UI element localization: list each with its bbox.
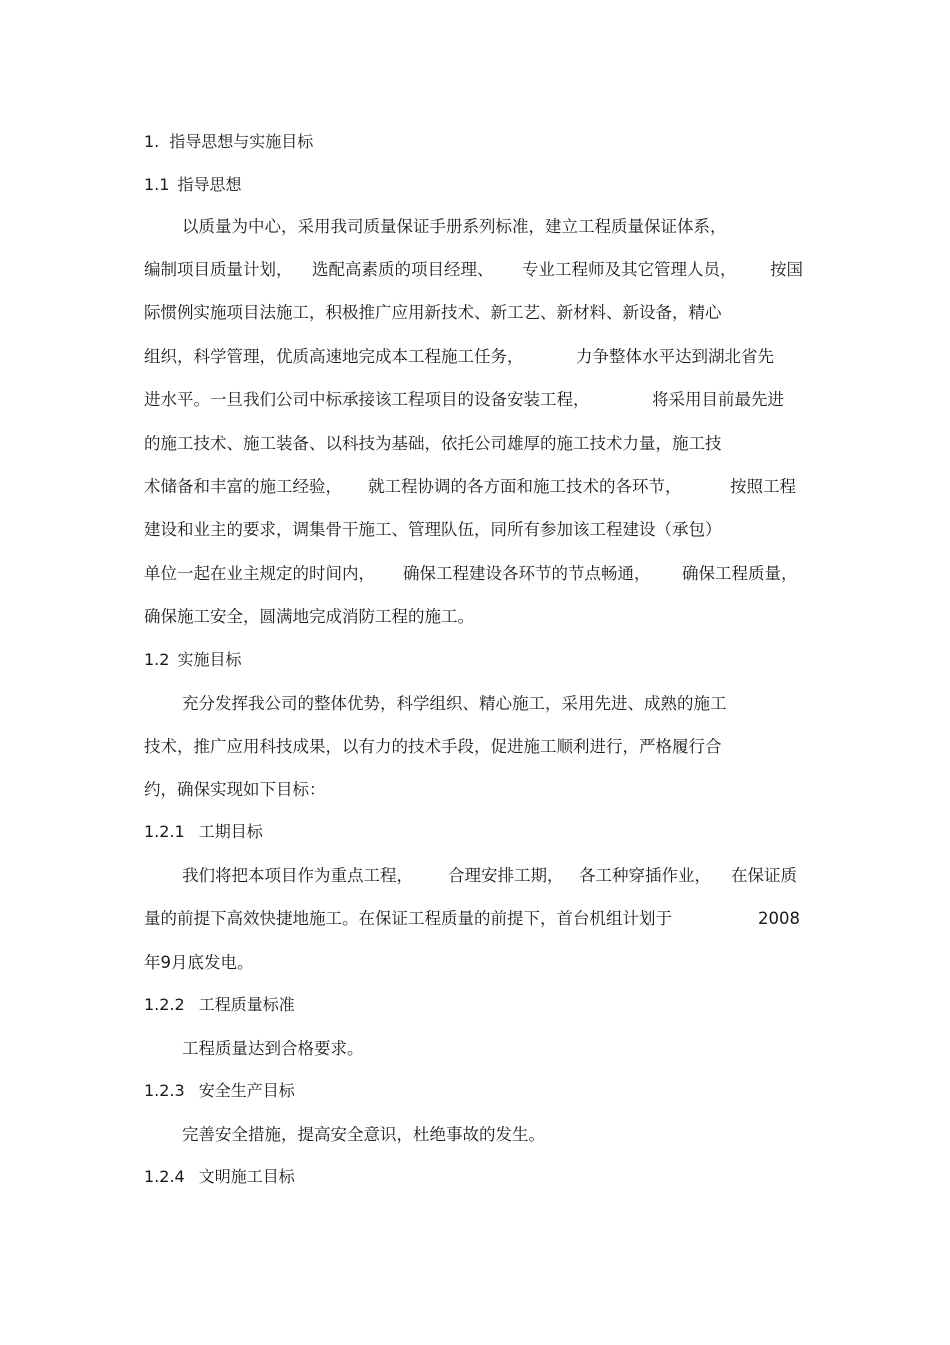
text-segment: 2008 — [758, 909, 800, 928]
text-segment: 以质量为中心，采用我司质量保证手册系列标准，建立工程质量保证体系， — [182, 217, 727, 236]
section-heading-1-2-3 — [144, 1080, 295, 1102]
paragraph-safety-goal — [182, 1123, 545, 1147]
paragraph-quality-standard — [182, 1037, 364, 1061]
text-segment: 术储备和丰富的施工经验， — [144, 477, 342, 496]
section-title: 指导思想与实施目标 — [169, 132, 314, 151]
text-segment: 按照工程 — [730, 477, 796, 496]
text-segment: 确保施工安全，圆满地完成消防工程的施工。 — [144, 607, 474, 626]
text-segment: 按国 — [770, 260, 803, 279]
section-number: 1.2.3 — [144, 1081, 185, 1100]
text-segment: 专业工程师及其它管理人员， — [522, 260, 737, 279]
section-heading-1-2 — [144, 649, 241, 671]
section-title: 指导思想 — [177, 175, 242, 194]
section-heading-1 — [144, 131, 313, 153]
section-title: 文明施工目标 — [198, 1167, 295, 1186]
text-segment: 在保证质 — [731, 866, 797, 885]
section-number: 1.2.1 — [144, 822, 185, 841]
text-segment: 力争整体水平达到湖北省先 — [576, 347, 774, 366]
text-segment: 单位一起在业主规定的时间内， — [144, 564, 375, 583]
text-segment: 年9月底发电。 — [144, 953, 254, 972]
section-heading-1-1 — [144, 174, 241, 196]
text-segment: 我们将把本项目作为重点工程， — [182, 866, 413, 885]
text-segment: 编制项目质量计划， — [144, 260, 293, 279]
text-segment: 建设和业主的要求，调集骨干施工、管理队伍，同所有参加该工程建设（承包） — [144, 520, 722, 539]
text-segment: 选配高素质的项目经理、 — [312, 260, 494, 279]
paragraph-line — [144, 301, 722, 325]
text-segment: 工程质量达到合格要求。 — [182, 1039, 364, 1058]
text-segment: 确保工程建设各环节的节点畅通， — [403, 564, 651, 583]
section-number: 1.2.2 — [144, 995, 185, 1014]
text-segment: 充分发挥我公司的整体优势，科学组织、精心施工，采用先进、成熟的施工 — [182, 694, 727, 713]
text-segment: 各工种穿插作业， — [579, 866, 711, 885]
text-segment: 技术，推广应用科技成果，以有力的技术手段，促进施工顺利进行，严格履行合 — [144, 737, 722, 756]
section-heading-1-2-1 — [144, 821, 263, 843]
text-segment: 完善安全措施，提高安全意识，杜绝事故的发生。 — [182, 1125, 545, 1144]
paragraph-line — [144, 518, 722, 542]
paragraph-line — [144, 605, 474, 629]
section-title: 工期目标 — [198, 822, 263, 841]
section-number: 1.1 — [144, 175, 170, 194]
text-segment: 量的前提下高效快捷地施工。在保证工程质量的前提下，首台机组计划于 — [144, 909, 672, 928]
paragraph-line — [144, 951, 254, 975]
text-segment: 就工程协调的各方面和施工技术的各环节， — [368, 477, 682, 496]
text-segment: 的施工技术、施工装备、以科技为基础，依托公司雄厚的施工技术力量，施工技 — [144, 434, 722, 453]
section-title: 实施目标 — [177, 650, 242, 669]
text-segment: 合理安排工期， — [448, 866, 564, 885]
section-title: 安全生产目标 — [198, 1081, 295, 1100]
text-segment: 确保工程质量， — [682, 564, 798, 583]
text-segment: 进水平。一旦我们公司中标承接该工程项目的设备安装工程， — [144, 390, 590, 409]
section-number: 1.2 — [144, 650, 170, 669]
paragraph-line — [144, 432, 722, 456]
paragraph-line — [182, 692, 727, 716]
paragraph-line — [182, 215, 727, 239]
section-title: 工程质量标准 — [198, 995, 295, 1014]
section-heading-1-2-2 — [144, 994, 295, 1016]
text-segment: 际惯例实施项目法施工，积极推广应用新技术、新工艺、新材料、新设备，精心 — [144, 303, 722, 322]
text-segment: 将采用目前最先进 — [652, 390, 784, 409]
section-number: 1. — [144, 132, 160, 151]
text-segment: 组织，科学管理，优质高速地完成本工程施工任务， — [144, 347, 524, 366]
paragraph-line — [144, 778, 326, 802]
section-heading-1-2-4 — [144, 1166, 295, 1188]
paragraph-line — [144, 735, 722, 759]
section-number: 1.2.4 — [144, 1167, 185, 1186]
text-segment: 约，确保实现如下目标： — [144, 780, 326, 799]
